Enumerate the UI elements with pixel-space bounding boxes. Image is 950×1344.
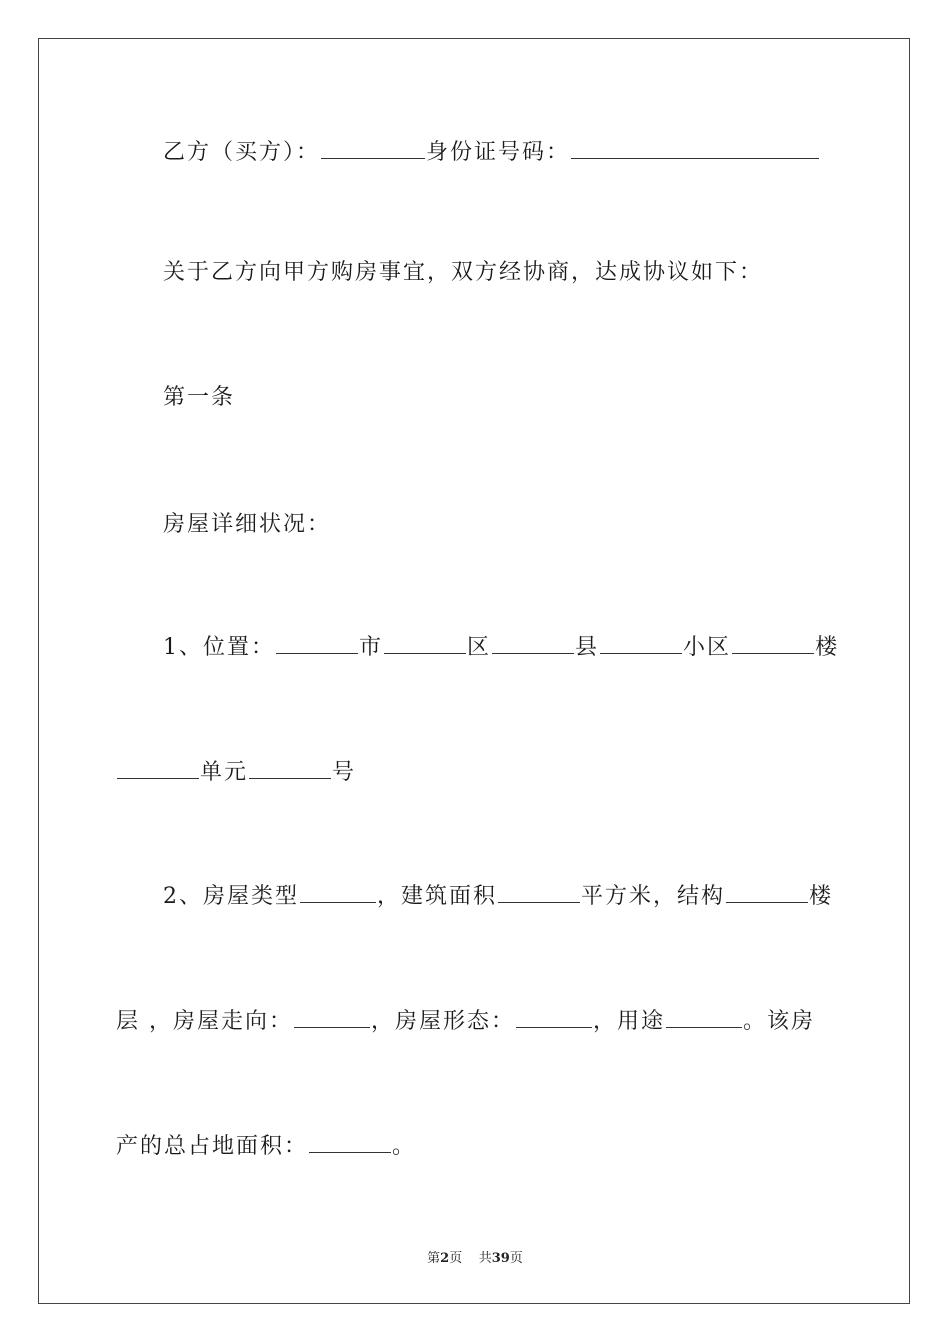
property-tail-label: 。该房 (743, 1009, 816, 1034)
party-b-label: 乙方（买方）： (163, 140, 321, 165)
community-blank (600, 633, 682, 654)
county-blank (492, 633, 574, 654)
house-details-heading: 房屋详细状况： (163, 512, 332, 537)
area-blank (498, 882, 580, 903)
orientation-line (116, 1007, 815, 1037)
total-suffix: 页 (509, 1251, 523, 1266)
form-label: ，房屋形态： (371, 1009, 516, 1034)
property-head-label: 产的总占地面积： (116, 1134, 309, 1159)
structure-blank (726, 882, 808, 903)
id-number-label: 身份证号码： (426, 140, 571, 165)
end-mark: 。 (392, 1134, 417, 1159)
page-number: 2 (440, 1251, 450, 1266)
unit-line (116, 758, 356, 788)
floor-tail-label: 楼 (809, 884, 834, 909)
page-border (38, 38, 910, 1304)
article-heading: 第一条 (163, 385, 236, 410)
unit-label: 单元 (200, 760, 249, 785)
unit-blank (117, 758, 199, 779)
floor-head-label: 层 ，房屋走向： (116, 1009, 293, 1034)
number-blank (249, 758, 331, 779)
party-b-name-blank (321, 138, 425, 159)
party-b-line (163, 138, 820, 168)
location-line (163, 633, 839, 663)
land-area-line (116, 1132, 416, 1162)
city-blank (276, 633, 358, 654)
total-prefix: 共 (478, 1251, 492, 1266)
area-label: ，建筑面积 (377, 884, 498, 909)
use-label: ，用途 (593, 1009, 666, 1034)
community-label: 小区 (683, 635, 732, 660)
house-type-blank (300, 882, 376, 903)
page-footer (0, 1247, 950, 1266)
house-type-line (163, 882, 833, 912)
city-label: 市 (359, 635, 384, 660)
intro-paragraph: 关于乙方向甲方购房事宜，双方经协商，达成协议如下： (163, 260, 764, 285)
land-area-blank (309, 1132, 391, 1153)
total-pages: 39 (491, 1251, 510, 1266)
form-blank (516, 1007, 592, 1028)
building-label: 楼 (815, 635, 840, 660)
page-suffix: 页 (449, 1251, 463, 1266)
number-label: 号 (332, 760, 357, 785)
district-label: 区 (467, 635, 492, 660)
district-blank (384, 633, 466, 654)
orientation-blank (294, 1007, 370, 1028)
building-blank (732, 633, 814, 654)
use-blank (666, 1007, 742, 1028)
location-prefix: 1、位置： (163, 635, 275, 660)
county-label: 县 (575, 635, 600, 660)
page-prefix: 第 (427, 1251, 441, 1266)
id-number-blank (571, 138, 819, 159)
area-unit-label: 平方米，结构 (581, 884, 726, 909)
house-type-prefix: 2、房屋类型 (163, 884, 299, 909)
